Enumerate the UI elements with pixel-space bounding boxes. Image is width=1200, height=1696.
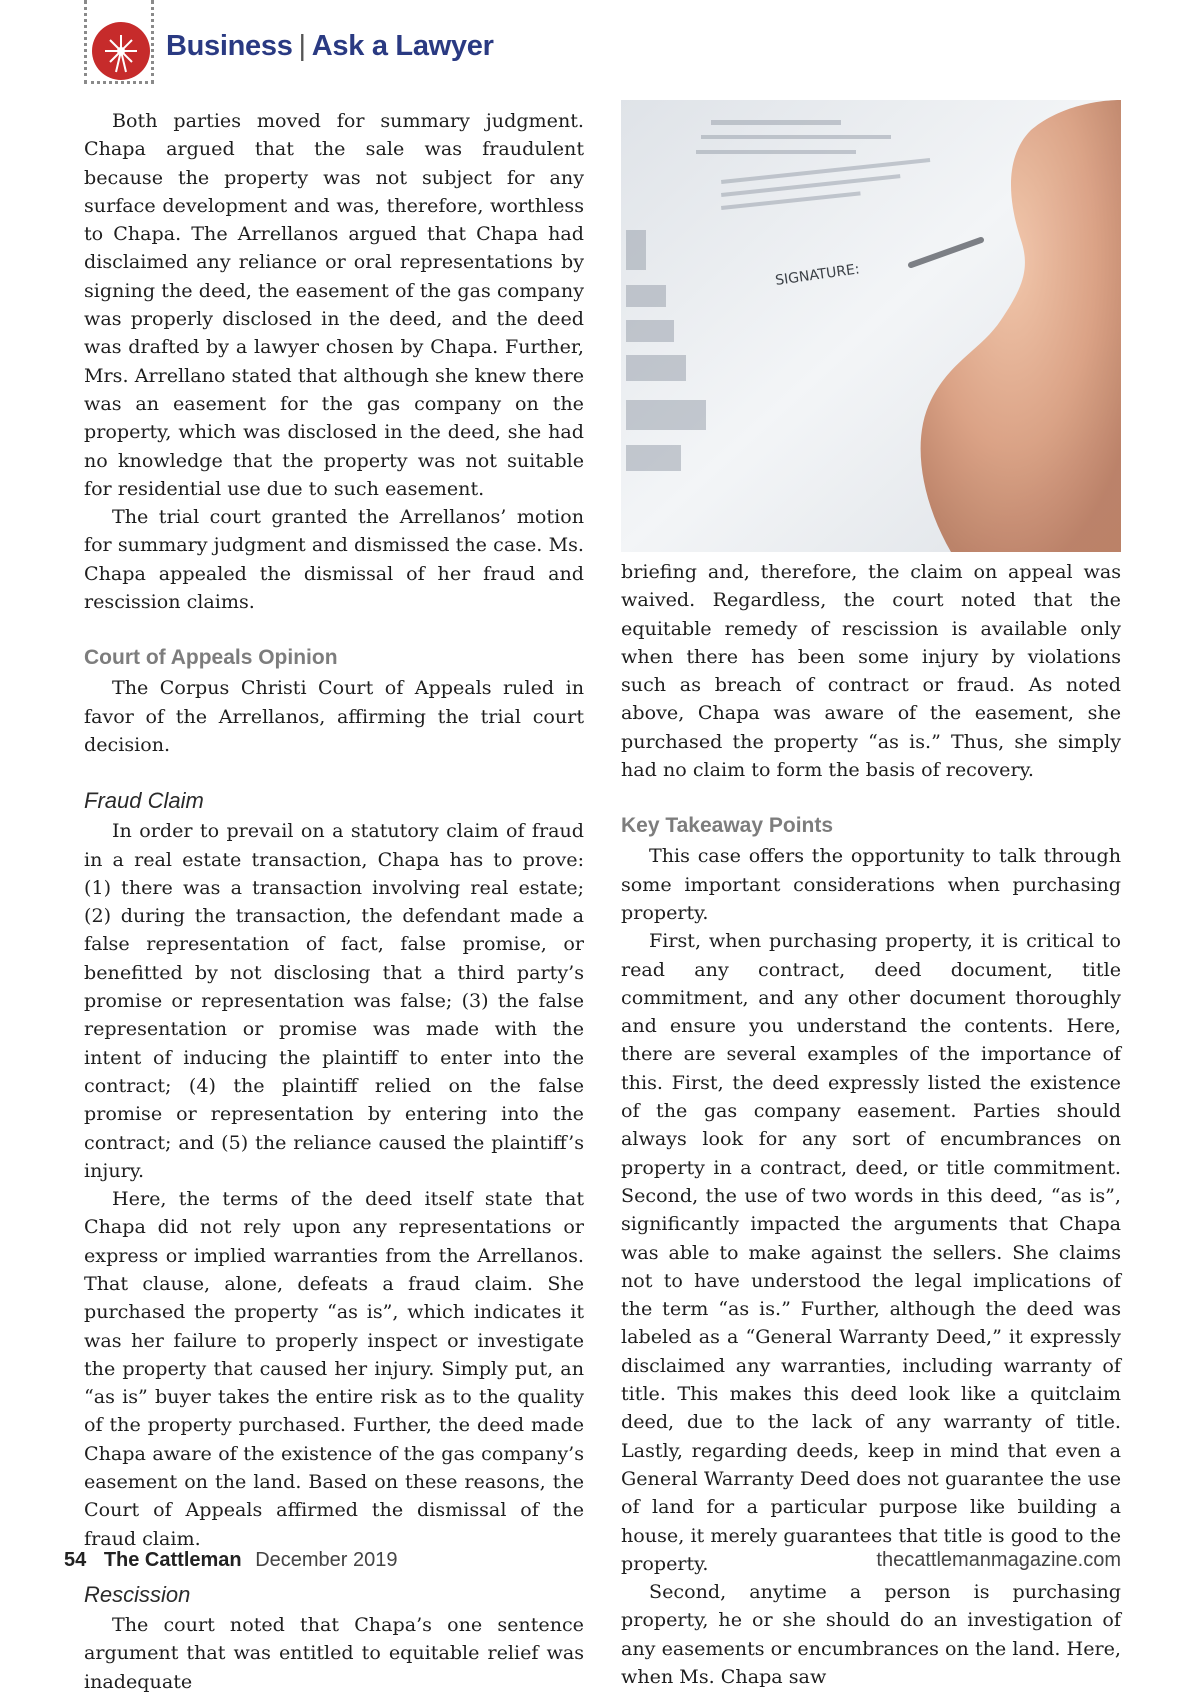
windmill-logo-icon: [92, 22, 150, 80]
magazine-name: The Cattleman: [103, 1549, 242, 1571]
signature-label: SIGNATURE:: [774, 261, 861, 289]
section-title: [166, 30, 494, 63]
paragraph: The trial court granted the Arrellanos’ motion for summary judgment and dismissed the case. Ms. Chapa appealed the dismissal of her fraud and rescission claims.: [84, 505, 584, 614]
logo-frame: [84, 0, 154, 84]
paragraph: Second, anytime a person is purchasing property, he or she should do an investigation of any easements or encumbrances on the land. Here, when Ms. Chapa saw: [621, 1580, 1121, 1688]
issue-date: December 2019: [255, 1549, 398, 1571]
paragraph: In order to prevail on a statutory claim of fraud in a real estate transaction, Chapa has to prove: (1) there was a transaction involving real estate; (2) during the transaction, the defendant made a false representation of fact, false promise, or benefitted by not disclosing that a third party’s promise or representation was false; (3) the false representation or promise was made with the intent of inducing the plaintiff to enter into the contract; (4) the plaintiff relied on the false promise or representation by entering into the contract; and (5) the reliance caused the plaintiff’s injury.: [84, 819, 584, 1182]
subsection-name: Ask a Lawyer: [311, 30, 494, 62]
page-header: [84, 0, 684, 86]
section-name: Business: [166, 30, 293, 62]
heading-key-takeaway: Key Takeaway Points: [621, 814, 834, 838]
heading-appeals-opinion: Court of Appeals Opinion: [84, 646, 338, 670]
subheading-fraud-claim: Fraud Claim: [84, 788, 204, 814]
signature-photo: [621, 100, 1121, 552]
paragraph: The Corpus Christi Court of Appeals ruled in favor of the Arrellanos, affirming the trial court decision.: [84, 676, 584, 756]
title-separator: |: [298, 30, 306, 62]
paragraph: The court noted that Chapa’s one sentence argument that was entitled to equitable relief was inadequate: [84, 1612, 584, 1693]
website-link[interactable]: thecattlemanmagazine.com: [876, 1549, 1121, 1571]
paragraph: Both parties moved for summary judgment. Chapa argued that the sale was fraudulent because the property was not subject for any surface development and was, therefore, worthless to Chapa. The Arrellanos argued that Chapa had disclaimed any reliance or oral representations by signing the deed, the easement of the gas company was properly disclosed in the deed, and the deed was drafted by a lawyer chosen by Chapa. Further, Mrs. Arrellano stated that although she knew there was an easement for the gas company on the property, which was disclosed in the deed, she had no knowledge that the property was not suitable for residential use due to such easement.: [84, 109, 584, 500]
right-column: [621, 558, 1121, 1691]
page-number: 54: [64, 1549, 87, 1571]
left-column: [84, 107, 584, 1696]
paragraph: This case offers the opportunity to talk through some important considerations when purchasing property.: [621, 844, 1121, 924]
paragraph: Here, the terms of the deed itself state that Chapa did not rely upon any representations or express or implied warranties from the Arrellanos. That clause, alone, defeats a fraud claim. She purchased the property “as is”, which indicates it was her failure to properly inspect or investigate the property that caused her injury. Simply put, an “as is” buyer takes the entire risk as to the quality of the property purchased. Further, the deed made Chapa aware of the existence of the gas company’s easement on the land. Based on these reasons, the Court of Appeals affirmed the dismissal of the fraud claim.: [84, 1187, 584, 1550]
paragraph: First, when purchasing property, it is critical to read any contract, deed document, title commitment, and any other document thoroughly and ensure you understand the contents. Here, there are several examples of the importance of this. First, the deed expressly listed the existence of the gas company easement. Parties should always look for any sort of encumbrances on property in a contract, deed, or title commitment. Second, the use of two words in this deed, “as is”, significantly impacted the arguments that Chapa was able to make against the sellers. She claims not to have understood the legal implications of the term “as is.” Further, although the deed was labeled as a “General Warranty Deed,” it expressly disclaimed any warranties, including warranty of title. This makes this deed look like a quitclaim deed, due to the lack of any warranty of title. Lastly, regarding deeds, keep in mind that even a General Warranty Deed does not guarantee the use of land for a particular purpose like building a house, it merely guarantees that title is good to the property.: [621, 929, 1121, 1575]
paragraph: briefing and, therefore, the claim on appeal was waived. Regardless, the court noted that the equitable remedy of rescission is available only when there has been some injury by violations such as breach of contract or fraud. As noted above, Chapa was aware of the easement, she purchased the property “as is.” Thus, she simply had no claim to form the basis of recovery.: [621, 560, 1121, 782]
subheading-rescission: Rescission: [84, 1581, 191, 1607]
page-footer: [64, 1549, 1121, 1572]
